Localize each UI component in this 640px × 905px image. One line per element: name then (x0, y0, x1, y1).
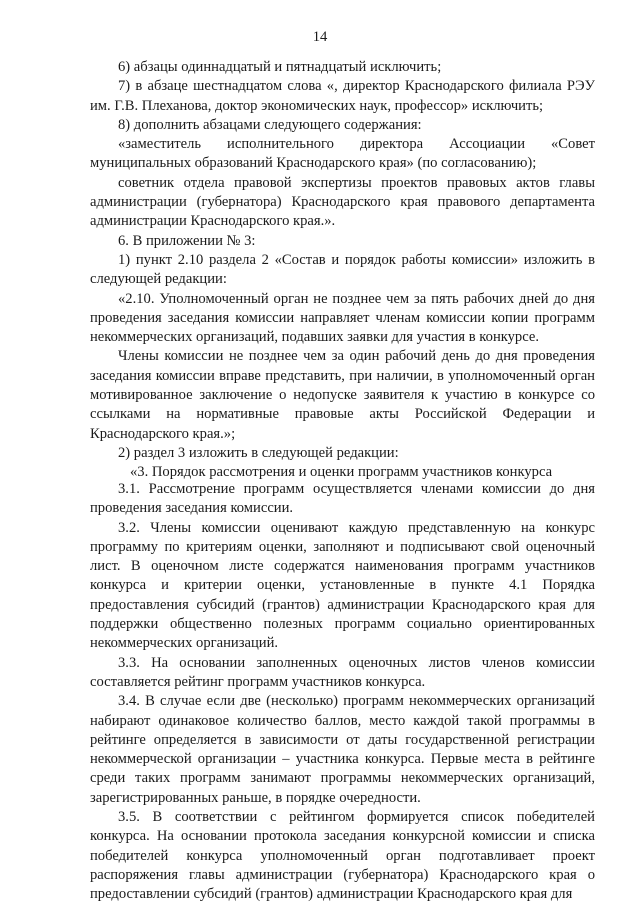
text-block-section-3 (90, 480, 595, 905)
paragraph: «2.10. Уполномоченный орган не позднее чем за пять рабочих дней до дня проведения заседания комиссии направляет членам комиссии копии программ некоммерческих организаций, подавших заявки для участия в конкурсе. (90, 290, 595, 346)
paragraph: советник отдела правовой экспертизы проектов правовых актов главы администрации (губернатора) Краснодарского края правового департамента администрации Краснодарского края.». (90, 174, 595, 230)
paragraph: 1) пункт 2.10 раздела 2 «Состав и порядок работы комиссии» изложить в следующей редакции: (90, 251, 595, 288)
paragraph: 2) раздел 3 изложить в следующей редакции: (118, 444, 399, 461)
paragraph: 3.1. Рассмотрение программ осуществляется членами комиссии до дня проведения заседания комиссии. (90, 481, 595, 517)
paragraph: 3.4. В случае если две (несколько) программ некоммерческих организаций набирают одинаковое количество баллов, место каждой такой программы в рейтинге определяется в зависимости от даты государственной регистрации некоммерческой организации – участника конкурса. Первые места в рейтинге среди таких программ занимают программы некоммерческих организаций, зарегистрированных раньше, в порядке очередности. (90, 693, 595, 806)
paragraph: 3.3. На основании заполненных оценочных листов членов комиссии составляется рейтинг программ участников конкурса. (90, 654, 595, 690)
page-number: 14 (312, 29, 328, 45)
section-heading: «3. Порядок рассмотрения и оценки программ участников конкурса (130, 464, 553, 481)
paragraph: 3.2. Члены комиссии оценивают каждую представленную на конкурс программу по критериям оценки, заполняют и подписывают свой оценочный лист. В оценочном листе содержатся наименования программ участников конкурса и критерии оценки, установленные в пункте 4.1 Порядка предоставления субсидий (грантов) администрации Краснодарского края для поддержки общественно полезных программ социально ориентированных некоммерческих организаций. (90, 519, 595, 652)
paragraph: 6. В приложении № 3: (118, 232, 256, 249)
paragraph: Члены комиссии не позднее чем за один рабочий день до дня проведения заседания комиссии вправе представить, при наличии, в уполномоченный орган мотивированное заключение о недопуске заявителя к участию в конкурсе со ссылками на нормативные правовые акты Российской Федерации и Краснодарского края.»; (90, 348, 595, 442)
paragraph: 6) абзацы одиннадцатый и пятнадцатый исключить; (118, 59, 442, 75)
paragraph: «заместитель исполнительного директора Ассоциации «Совет муниципальных образований Краснодарского края» (по согласованию); (90, 136, 595, 172)
paragraph: 8) дополнить абзацами следующего содержания: (118, 116, 422, 133)
paragraph: 3.5. В соответствии с рейтингом формируется список победителей конкурса. На основании протокола заседания конкурсной комиссии и списка победителей конкурса уполномоченный орган подготавливает проект распоряжения главы администрации (губернатора) Краснодарского края о предоставлении субсидий (грантов) администрации Краснодарского края для (90, 809, 595, 903)
paragraph: 7) в абзаце шестнадцатом слова «, директор Краснодарского филиала РЭУ им. Г.В. Плеханова, доктор экономических наук, профессор» исключить; (90, 78, 595, 114)
text-block-amendments (90, 58, 595, 483)
